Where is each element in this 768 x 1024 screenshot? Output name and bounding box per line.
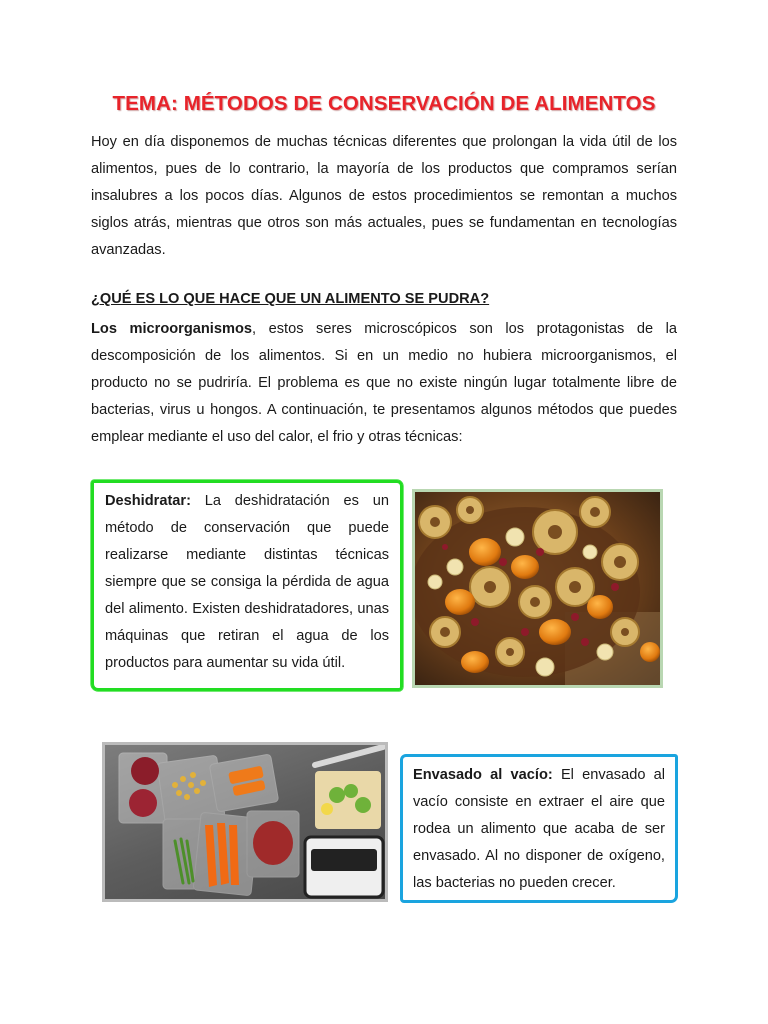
- microorganisms-text: , estos seres microscópicos son los protagonistas de la descomposición de los alimentos. Si en un medio no hubiera microorganismos, el producto no se pudriría. El problema es que no existe ningún lugar totalmente libre de bacterias, virus u hongos. A continuación, te presentamos algunos métodos que puedes emplear mediante el uso del calor, el frio y otras técnicas:: [91, 321, 678, 445]
- vacuum-packing-illustration: [105, 745, 385, 899]
- dehydrate-label: Deshidratar:: [105, 493, 191, 509]
- intro-paragraph: Hoy en día disponemos de muchas técnicas diferentes que prolongan la vida útil de los alimentos, pues de lo contrario, la mayoría de los productos que compramos serían insalubres a los pocos días. Algunos de estos procedimientos se remontan a muchos siglos atrás, mientras que otros son más actuales, pues se fundamentan en tecnologías avanzadas.: [91, 134, 677, 258]
- vacuum-label: Envasado al vacío:: [413, 767, 553, 783]
- page-title: TEMA: MÉTODOS DE CONSERVACIÓN DE ALIMENTOS: [112, 92, 656, 115]
- vacuum-box: [400, 754, 678, 903]
- section-heading: ¿QUÉ ES LO QUE HACE QUE UN ALIMENTO SE PUDRA?: [91, 291, 490, 307]
- dehydrate-box: [91, 480, 403, 691]
- dehydrate-text: La deshidratación es un método de conservación que puede realizarse mediante distintas técnicas siempre que se consiga la pérdida de agua del alimento. Existen deshidratadores, unas máquinas que retiran el agua de los productos para aumentar su vida útil.: [105, 493, 389, 671]
- vacuum-packing-image: [102, 742, 388, 902]
- dried-fruit-illustration: [415, 492, 660, 685]
- microorganisms-paragraph: [91, 316, 677, 451]
- vacuum-text: El envasado al vacío consiste en extraer el aire que rodea un alimento que acaba de ser envasado. Al no disponer de oxígeno, las bacterias no pueden crecer.: [413, 767, 666, 891]
- dried-fruit-image: [412, 489, 663, 688]
- microorganisms-term: Los microorganismos: [91, 321, 252, 337]
